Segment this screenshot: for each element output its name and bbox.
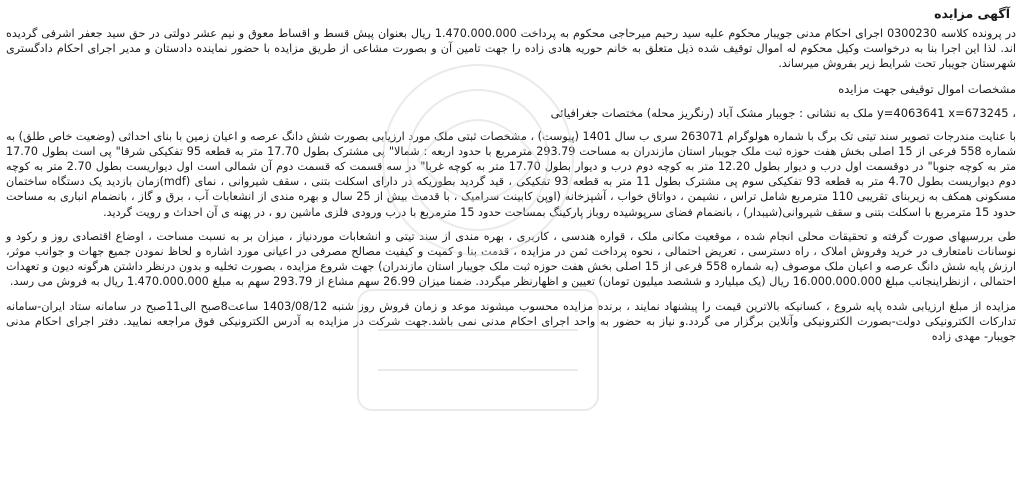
location-line: ، y=4063641 x=673245 ملک به نشانی : جویبار مشک آباد (رنگریز محله) مختصات جغرافیائی [550,105,1016,120]
property-description: با عنایت مندرجات تصویر سند تیتی تک برگ با شماره هولوگرام 263071 سری ب سال 1401 (پیوست) ، مشخصات ثبتی ملک مورد ارزیابی بصورت شش دانگ عرصه و اعیان زمین با بنای احداثی (وضعیت خاص طلق) به شماره 558 فرعی از 15 اصلی بخش هفت حوزه ثبت ملک جویبار استان مازندران به مساحت 293.79 مترمربع با حدود اربعه : شمالا" پی مشترک بطول 17.70 متر به قطعه 95 تفکیکی شرقا" پی است بطول 17.70 متر به کوچه جنوبا" در دوقسمت اول درب و دیوار بطول 12.20 متر به کوچه دوم درب و دیوار بطول 17.70 متر به کوچه غربا" در سه قسمت که قسمت دوم آن شمالی است اول دیواریست بطول 2.70 متر به کوچه دوم دیواریست بطول 4.70 متر به قطعه 93 تفکیکی سوم پی مشترک بطول 11 متر به قطعه 93 تفکیکی ، قید گردید بطوریکه در دارای اسکلت بتنی ، سقف شیروانی ، نمای (mdf)زمان بازدید یک دستگاه ساختمان مسکونی همکف به زیربنای تقریبی 110 مترمربع شامل تراس ، نشیمن ، دواتاق خواب ، آشپزخانه (اوپن کابینت سرامیک ، با قدمت بیش از 25 سال و بهره مندی از انشعابات آب ، برق و گاز ، بانضمام انباری به مساحت حدود 15 مترمربع با اسکلت بتنی و سقف شیروانی(شیبدار) ، بانضمام فضای سرپوشیده روباز پارکینگ بمساحت حدود 15 مترمربع با درب ورودی فلزی ماشین رو ، در پهنه ی آن احداث و رویت گردید. [6,129,1016,219]
section-title: مشخصات اموال توقیفی جهت مزایده [838,81,1016,96]
intro-paragraph: در پرونده کلاسه 0300230 اجرای احکام مدنی جویبار محکوم علیه سید رحیم میرحاجی محکوم به پرداخت 1.470.000.000 ریال بعنوان پیش قسط و اقساط معوق و نیم عشر دولتی در حق سید جعفر اشرفی گردیده اند. لذا این اجرا بنا به درخواست وکیل محکوم له اموال توقیف شده ذیل متعلق به خانم حوریه هادی زاده را جهت تامین آن و بصورت مشاعی از طریق مزایده با حضور نماینده دادستان و مدیر اجرای احکام دادگستری شهرستان جویبار تحت شرایط زیر بفروش میرساند. [6,27,1017,71]
notice-title: آگهی مزایده [934,6,1010,21]
auction-terms-paragraph: مزایده از مبلغ ارزیابی شده پایه شروع ، کسانیکه بالاترین قیمت را پیشنهاد نمایند ، برنده مزایده محسوب میشوند موعد و زمان فروش روز شنبه 1403/08/12 ساعت8صبح الی11صبح در سامانه ستاد ایران-سامانه تدارکات الکترونیکی دولت-بصورت الکترونیکی وآنلاین برگزار می گردد.و نیاز به حضور به واحد اجرای احکام مدنی نمی باشد.جهت شرکت در مزایده به آدرس الکترونیکی فوق مراجعه نمایید. دفتر اجرای احکام مدنی جویبار- مهدی زاده [6,299,1017,344]
auction-notice [6,4,1016,496]
valuation-paragraph: طی بررسیهای صورت گرفته و تحقیقات محلی انجام شده ، موقعیت مکانی ملک ، قواره هندسی ، کاربری ، بهره مندی از سند تیتی و انشعابات موردنیاز ، میزان بر به نسبت مساحت ، اوضاع اقتصادی روز و رکود و نوسانات نامتعارف در خرید وفروش املاک ، راه دسترسی ، تعریض احتمالی ، نحوه پرداخت ثمن در مزایده ، قدمت بنا و کمیت و کیفیت مصالح مصرفی در اعیانی مورد اشاره و لحاظ نمودن جمیع جهات و جوانب موثر، ارزش پایه شش دانگ عرصه و اعیان ملک موصوف (به شماره 558 فرعی از 15 اصلی بخش هفت حوزه ثبت ملک جویبار استان مازندران) جهت شروع مزایده ، بصورت تخلیه و بدون درنظر داشتن هرگونه دیون و تعهدات احتمالی ، ازنظراینجانب مبلغ 16.000.000.000 ریال (یک میلیارد و ششصد میلیون تومان) تعیین و اظهارنظر میگردد. ضمنا میزان 26.99 سهم مشاع از 293.79 سهم به مبلغ 1.470.000.000 ریال به فروش می رسد. [6,229,1016,289]
